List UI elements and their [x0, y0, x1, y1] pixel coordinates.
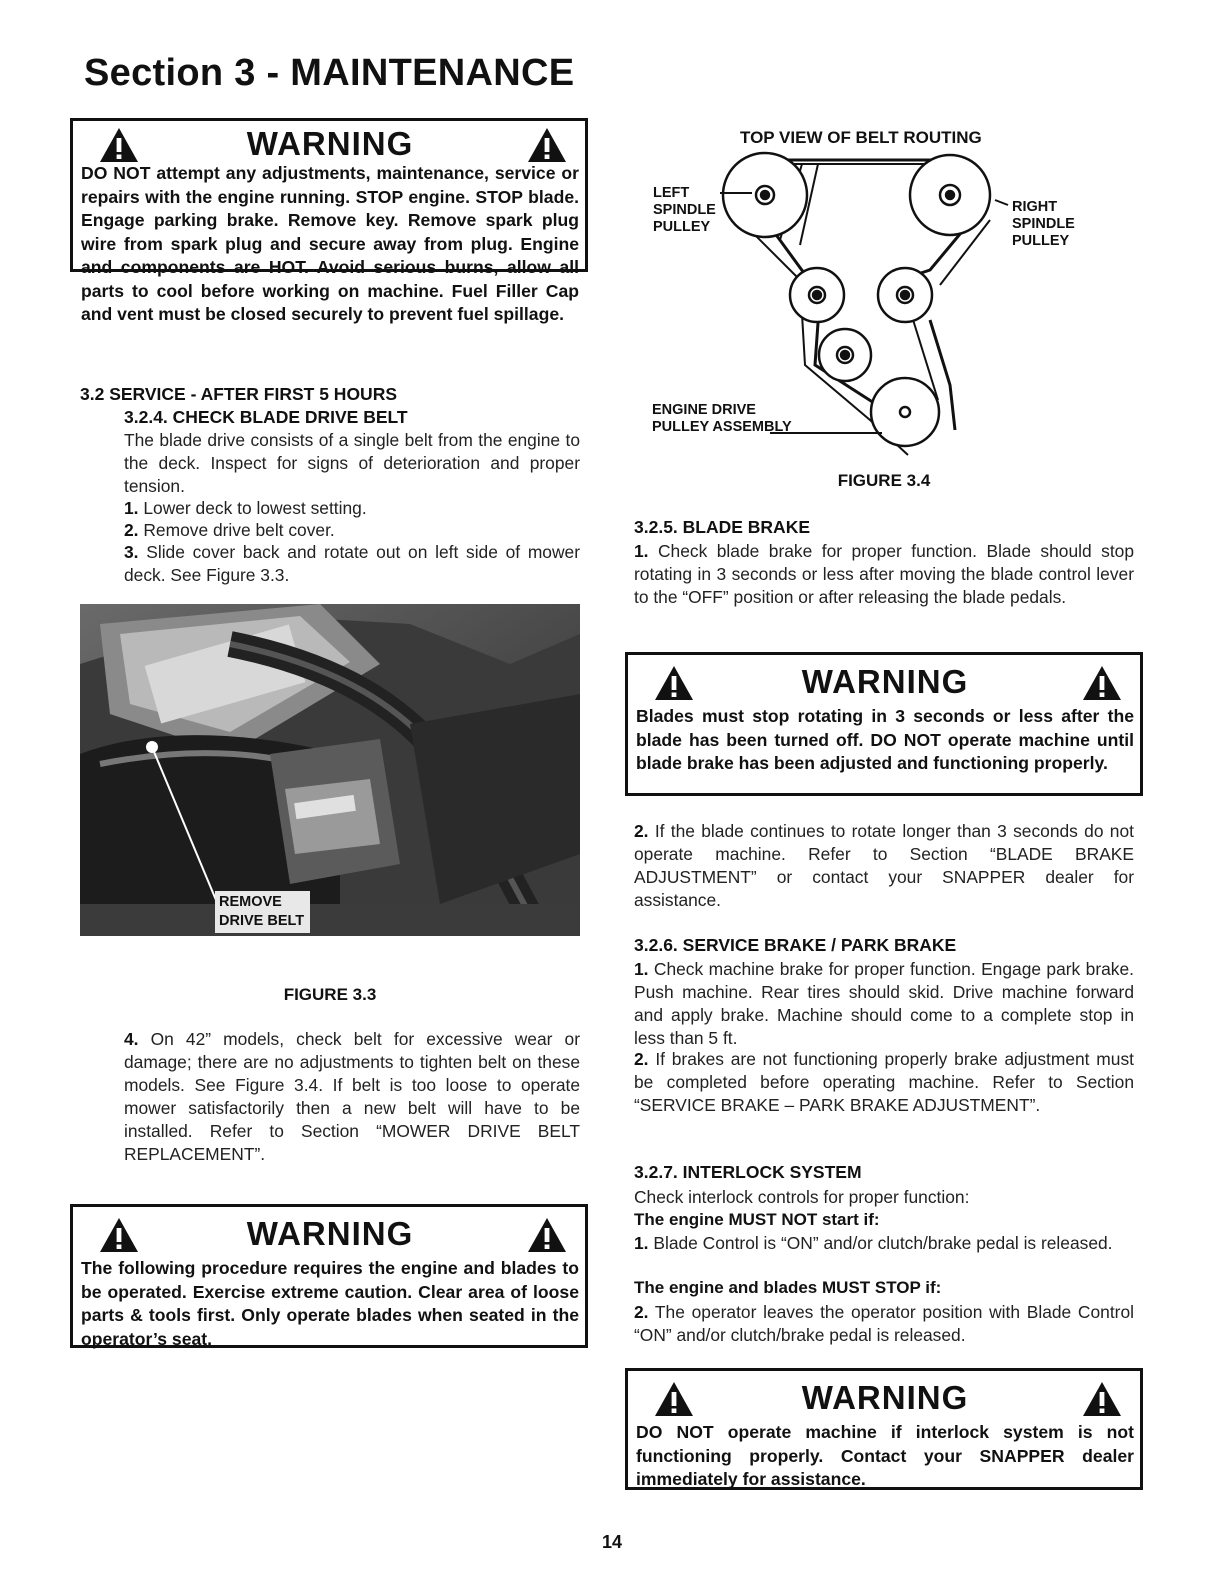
list-text: Blade Control is “ON” and/or clutch/brake pedal is released.: [653, 1233, 1113, 1253]
list-item: [634, 1048, 1134, 1117]
list-text: Lower deck to lowest setting.: [143, 498, 367, 518]
photo-label: [215, 891, 310, 933]
warning-title: WARNING: [246, 125, 414, 162]
figure-caption: FIGURE 3.4: [837, 471, 931, 490]
list-number: 2.: [124, 520, 139, 540]
page-title: Section 3 - MAINTENANCE: [84, 52, 575, 94]
warning-text: DO NOT attempt any adjustments, maintenance, service or repairs with the engine running. STOP engine. STOP blade. Engage parking brake. Remove key. Remove spark plug wire from spark plug and secure away from plug. Engine and components are HOT. Avoid serious burns, allow all parts to cool before working on machine. Fuel Filler Cap and vent must be closed securely to prevent fuel spillage.: [81, 163, 579, 324]
right-pulley-label: [1012, 199, 1075, 250]
warning-title: WARNING: [801, 663, 969, 700]
label-line: SPINDLE: [653, 202, 716, 218]
warning-text: Blades must stop rotating in 3 seconds or less after the blade has been turned off. DO NOT operate machine until blade brake has been adjusted and functioning properly.: [636, 706, 1134, 773]
subsection-heading: 3.2.5. BLADE BRAKE: [634, 517, 811, 537]
warning-text: The following procedure requires the engine and blades to be operated. Exercise extreme caution. Clear area of loose parts & tools first. Only operate blades when seated in the operator’s seat.: [81, 1258, 579, 1349]
interlock-condition-heading: The engine MUST NOT start if:: [634, 1210, 880, 1229]
list-text: Slide cover back and rotate out on left side of mower deck. See Figure 3.3.: [124, 542, 580, 585]
intro-text: The blade drive consists of a single belt from the engine to the deck. Inspect for signs of deterioration and proper tension.: [124, 430, 580, 496]
list-text: Remove drive belt cover.: [143, 520, 335, 540]
list-text: If the blade continues to rotate longer than 3 seconds do not operate machine. Refer to Section “BLADE BRAKE ADJUSTMENT” or contact your SNAPPER dealer for assistance.: [634, 821, 1134, 910]
warning-title: WARNING: [246, 1215, 414, 1252]
label-line: ENGINE DRIVE: [652, 402, 756, 418]
engine-pulley-label: [652, 402, 792, 436]
figure-3-3-photo: [80, 604, 580, 936]
label-line: RIGHT: [1012, 199, 1058, 215]
label-line: PULLEY: [653, 219, 711, 235]
list-number: 1.: [634, 1233, 649, 1253]
figure-caption: FIGURE 3.3: [283, 985, 377, 1004]
list-item: [124, 541, 580, 587]
interlock-condition-heading: The engine and blades MUST STOP if:: [634, 1278, 942, 1297]
warning-triangle-icon: [1082, 1381, 1122, 1417]
left-pulley-label: [653, 185, 716, 236]
list-number: 4.: [124, 1029, 139, 1049]
warning-triangle-icon: [527, 1217, 567, 1253]
warning-box-interlock: [625, 1368, 1143, 1490]
label-line: PULLEY: [1012, 233, 1070, 249]
subsection-heading: 3.2.4. CHECK BLADE DRIVE BELT: [124, 407, 408, 427]
list-number: 1.: [634, 541, 649, 561]
intro-text: Check interlock controls for proper function:: [634, 1187, 970, 1207]
list-item: [634, 820, 1134, 912]
list-text: Check blade brake for proper function. Blade should stop rotating in 3 seconds or less after moving the blade control lever to the “OFF” position or after releasing the blade pedals.: [634, 541, 1134, 607]
list-item: [634, 1232, 1134, 1255]
warning-box-blade-brake: [625, 652, 1143, 796]
list-number: 2.: [634, 1302, 649, 1322]
subsection-heading: 3.2.6. SERVICE BRAKE / PARK BRAKE: [634, 935, 957, 955]
warning-triangle-icon: [1082, 665, 1122, 701]
list-item: [124, 519, 580, 542]
photo-label-line: REMOVE: [219, 894, 282, 910]
warning-text: DO NOT operate machine if interlock system is not functioning properly. Contact your SNAPPER dealer immediately for assistance.: [636, 1422, 1134, 1489]
list-item: [124, 1028, 580, 1166]
list-item: [124, 497, 580, 520]
label-line: LEFT: [653, 185, 690, 201]
list-number: 2.: [634, 821, 649, 841]
list-number: 1.: [634, 959, 649, 979]
warning-box-operation: [70, 1204, 588, 1348]
warning-box-safety: [70, 118, 588, 324]
list-number: 2.: [634, 1049, 649, 1069]
list-text: If brakes are not functioning properly brake adjustment must be completed before operating machine. Refer to Section “SERVICE BRAKE – PARK BRAKE ADJUSTMENT”.: [634, 1049, 1134, 1115]
list-number: 1.: [124, 498, 139, 518]
list-text: On 42” models, check belt for excessive wear or damage; there are no adjustments to tighten belt on these models. See Figure 3.4. If belt is too loose to operate mower satisfactorily then a new belt will have to be installed. Refer to Section “MOWER DRIVE BELT REPLACEMENT”.: [124, 1029, 580, 1164]
figure-title: TOP VIEW OF BELT ROUTING: [740, 128, 982, 147]
list-item: [634, 540, 1134, 609]
list-item: [634, 1301, 1134, 1347]
list-text: The operator leaves the operator position with Blade Control “ON” and/or clutch/brake pedal is released.: [634, 1302, 1134, 1345]
photo-label-line: DRIVE BELT: [219, 913, 305, 929]
label-line: SPINDLE: [1012, 216, 1075, 232]
mower-deck-image: [80, 604, 580, 936]
list-number: 3.: [124, 542, 139, 562]
list-text: Check machine brake for proper function. Engage park brake. Push machine. Rear tires should skid. Drive machine forward and apply brake. Machine should come to a complete stop in less than 5 ft.: [634, 959, 1134, 1048]
warning-triangle-icon: [527, 127, 567, 163]
list-item: [634, 958, 1134, 1050]
label-line: PULLEY ASSEMBLY: [652, 419, 792, 435]
section-heading: 3.2 SERVICE - AFTER FIRST 5 HOURS: [80, 384, 397, 404]
subsection-heading: 3.2.7. INTERLOCK SYSTEM: [634, 1162, 862, 1182]
warning-title: WARNING: [801, 1379, 969, 1416]
page-number: 14: [601, 1532, 623, 1552]
